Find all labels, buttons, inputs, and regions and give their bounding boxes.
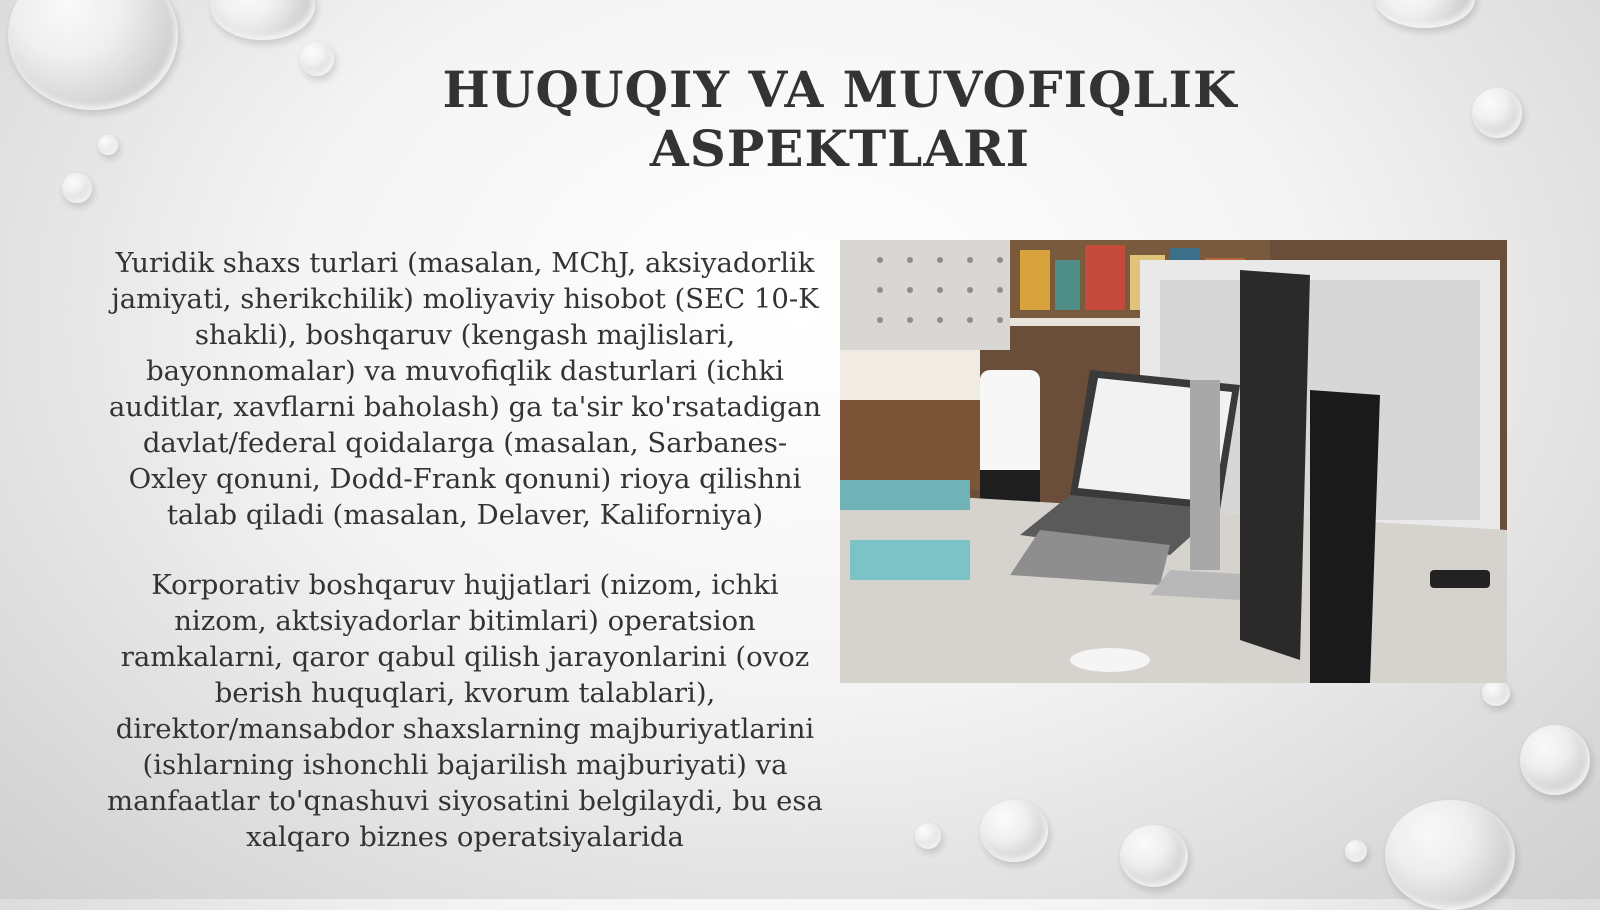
water-drop-decoration [1375,0,1475,28]
office-desk-photo [840,240,1507,683]
water-drop-decoration [915,823,941,849]
water-drop-decoration [210,0,315,40]
water-drop-decoration [8,0,178,110]
water-drop-decoration [1345,840,1367,862]
water-drop-decoration [62,173,92,203]
slide-title: HUQUQIY VA MUVOFIQLIK ASPEKTLARI [442,60,1238,178]
paragraph-corporate-governance: Korporativ boshqaruv hujjatlari (nizom, ichki nizom, aktsiyadorlar bitimlari) operatsion ramkalarni, qaror qabul qilish jarayonlarini (ovoz berish huquqlari, kvorum talablari), direktor/mansabdor shaxslarning majburiyatlarini (ishlarning ishonchli bajarilish majburiyati) va manfaatlar to'qnashuvi siyosatini belgilaydi, bu esa xalqaro biznes operatsiyalarida [107,569,823,853]
water-drop-decoration [1520,725,1590,795]
water-drop-decoration [98,135,118,155]
water-drop-decoration [1472,88,1522,138]
slide-body [105,245,825,899]
office-desk-illustration [840,240,1507,683]
paragraph-legal-entities: Yuridik shaxs turlari (masalan, MChJ, aksiyadorlik jamiyati, sherikchilik) moliyaviy hisobot (SEC 10-K shakli), boshqaruv (kengash majlislari, bayonnomalar) va muvofiqlik dasturlari (ichki auditlar, xavflarni baholash) ga ta'sir ko'rsatadigan davlat/federal qoidalarga (masalan, Sarbanes-Oxley qonuni, Dodd-Frank qonuni) rioya qilishni talab qiladi (masalan, Delaver, Kaliforniya) [108,247,822,531]
water-drop-decoration [980,800,1048,862]
water-drop-decoration [1482,680,1510,706]
water-drop-decoration [1120,825,1188,887]
water-drop-decoration [1385,800,1515,910]
